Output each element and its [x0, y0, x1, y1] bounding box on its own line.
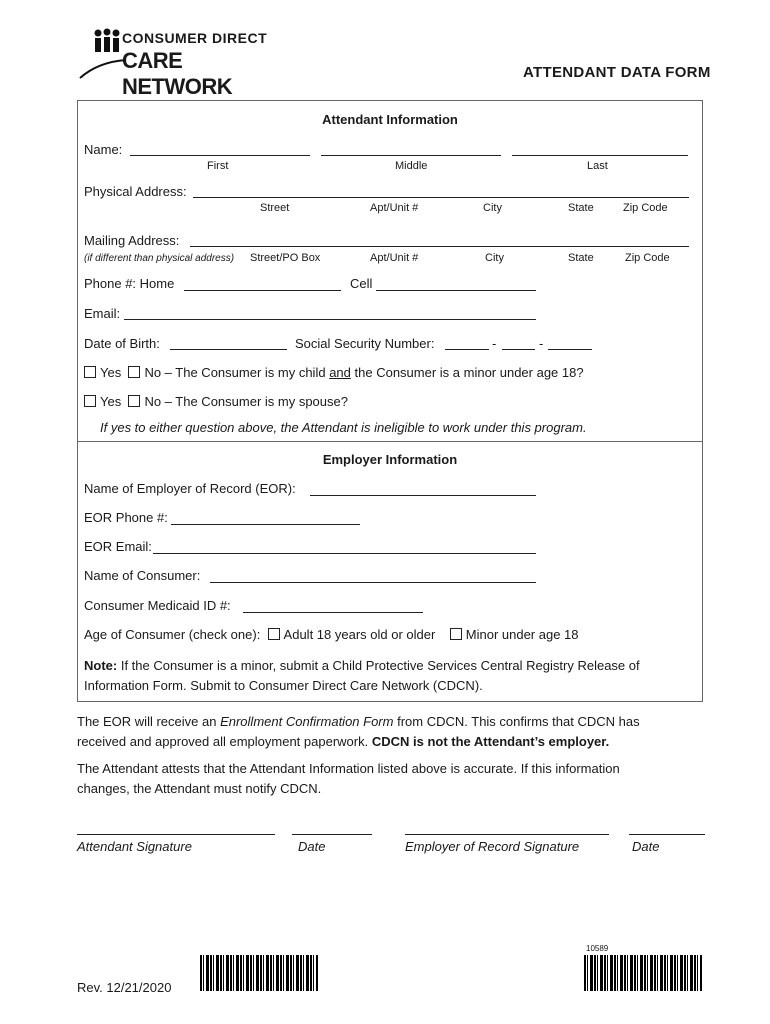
logo-swoosh [78, 52, 138, 82]
p1-part-b: from CDCN. This confirms that CDCN has [397, 714, 640, 729]
age-row [84, 627, 579, 642]
p2-line-2: changes, the Attendant must notify CDCN. [77, 781, 322, 796]
apt-caption: Apt/Unit # [370, 202, 419, 214]
p1-bold: CDCN is not the Attendant’s employer. [371, 734, 610, 749]
street-caption: Street [260, 202, 290, 214]
eor-name-field[interactable] [310, 495, 536, 496]
p1-part-c: received and approved all employment paperwork. [77, 734, 369, 749]
dob-label: Date of Birth: [84, 336, 160, 351]
barcode-right [584, 955, 702, 991]
child-yes-label: Yes [100, 365, 122, 380]
phone-home-field[interactable] [184, 290, 341, 291]
mailing-zip-caption: Zip Code [625, 252, 670, 264]
note-block [84, 656, 640, 696]
name-label: Name: [84, 142, 123, 157]
logo [78, 26, 268, 99]
mailing-address-label: Mailing Address: [84, 233, 180, 248]
spouse-yes-checkbox[interactable] [84, 395, 96, 407]
barcode-left [200, 955, 318, 991]
paragraph-2 [77, 759, 620, 799]
mailing-apt-caption: Apt/Unit # [370, 252, 419, 264]
phone-home-label: Phone #: Home [84, 276, 175, 291]
cell-field[interactable] [376, 290, 536, 291]
eor-email-field[interactable] [153, 553, 536, 554]
eor-phone-field[interactable] [171, 524, 360, 525]
age-adult-checkbox[interactable] [268, 628, 280, 640]
consumer-name-label: Name of Consumer: [84, 568, 201, 583]
mailing-city-caption: City [485, 252, 504, 264]
medicaid-field[interactable] [243, 612, 423, 613]
physical-address-field[interactable] [193, 197, 689, 198]
section-divider [77, 441, 703, 442]
form-title: ATTENDANT DATA FORM [523, 64, 711, 81]
note-text: If the Consumer is a minor, submit a Child Protective Services Central Registry Release of [120, 658, 640, 673]
age-minor-label: Minor under age 18 [465, 627, 579, 642]
last-name-field[interactable] [512, 155, 688, 156]
attendant-heading: Attendant Information [322, 112, 458, 127]
middle-caption: Middle [395, 160, 428, 172]
revision-date: Rev. 12/21/2020 [77, 980, 172, 995]
attendant-date-field[interactable] [292, 834, 372, 835]
spouse-yes-label: Yes [100, 394, 122, 409]
mailing-note: (if different than physical address) [84, 253, 235, 264]
logo-line1: CONSUMER DIRECT [122, 30, 268, 46]
age-minor-checkbox[interactable] [450, 628, 462, 640]
consumer-name-field[interactable] [210, 582, 536, 583]
email-field[interactable] [124, 319, 536, 320]
mailing-street-caption: Street/PO Box [250, 252, 321, 264]
child-no-checkbox[interactable] [128, 366, 140, 378]
question-spouse-row [84, 394, 348, 409]
cell-label: Cell [350, 276, 373, 291]
employer-date-field[interactable] [629, 834, 705, 835]
mailing-state-caption: State [568, 252, 594, 264]
note-label: Note: [84, 658, 118, 673]
attendant-signature-field[interactable] [77, 834, 275, 835]
first-caption: First [207, 160, 229, 172]
physical-address-label: Physical Address: [84, 184, 187, 199]
city-caption: City [483, 202, 502, 214]
ssn-dash-1: - [492, 336, 497, 351]
ssn-label: Social Security Number: [295, 336, 435, 351]
mailing-address-field[interactable] [190, 246, 689, 247]
ssn-part1-field[interactable] [445, 349, 489, 350]
form-code: 10589 [586, 944, 609, 953]
state-caption: State [568, 202, 594, 214]
child-and-word: and [329, 365, 351, 380]
p1-part-a: The EOR will receive an [77, 714, 217, 729]
p1-italic: Enrollment Confirmation Form [220, 714, 394, 729]
eor-email-label: EOR Email: [84, 539, 152, 554]
age-label: Age of Consumer (check one): [84, 627, 261, 642]
first-name-field[interactable] [130, 155, 310, 156]
spouse-no-checkbox[interactable] [128, 395, 140, 407]
ssn-part2-field[interactable] [502, 349, 535, 350]
ssn-dash-2: - [539, 336, 544, 351]
child-yes-checkbox[interactable] [84, 366, 96, 378]
paragraph-1 [77, 712, 640, 752]
zip-caption: Zip Code [623, 202, 668, 214]
employer-date-caption: Date [632, 839, 660, 854]
spouse-no-label: No – The Consumer is my spouse? [144, 394, 348, 409]
question-child-row [84, 365, 584, 380]
logo-line2: CARE NETWORK [122, 48, 233, 99]
employer-heading: Employer Information [322, 452, 458, 467]
ineligible-note: If yes to either question above, the Attendant is ineligible to work under this program. [100, 420, 587, 435]
eor-phone-label: EOR Phone #: [84, 510, 168, 525]
dob-field[interactable] [170, 349, 287, 350]
child-no-label: No – The Consumer is my child [144, 365, 326, 380]
child-question-rest: the Consumer is a minor under age 18? [354, 365, 584, 380]
attendant-date-caption: Date [298, 839, 326, 854]
email-label: Email: [84, 306, 121, 321]
middle-name-field[interactable] [321, 155, 501, 156]
logo-people-icon [92, 28, 122, 54]
note-text-2: Information Form. Submit to Consumer Direct Care Network (CDCN). [84, 678, 483, 693]
medicaid-label: Consumer Medicaid ID #: [84, 598, 231, 613]
last-caption: Last [587, 160, 608, 172]
eor-name-label: Name of Employer of Record (EOR): [84, 481, 296, 496]
attendant-signature-caption: Attendant Signature [77, 839, 192, 854]
employer-signature-caption: Employer of Record Signature [405, 839, 580, 854]
ssn-part3-field[interactable] [548, 349, 592, 350]
age-adult-label: Adult 18 years old or older [283, 627, 436, 642]
employer-signature-field[interactable] [405, 834, 609, 835]
p2-line-1: The Attendant attests that the Attendant Information listed above is accurate. If this information [77, 761, 620, 776]
